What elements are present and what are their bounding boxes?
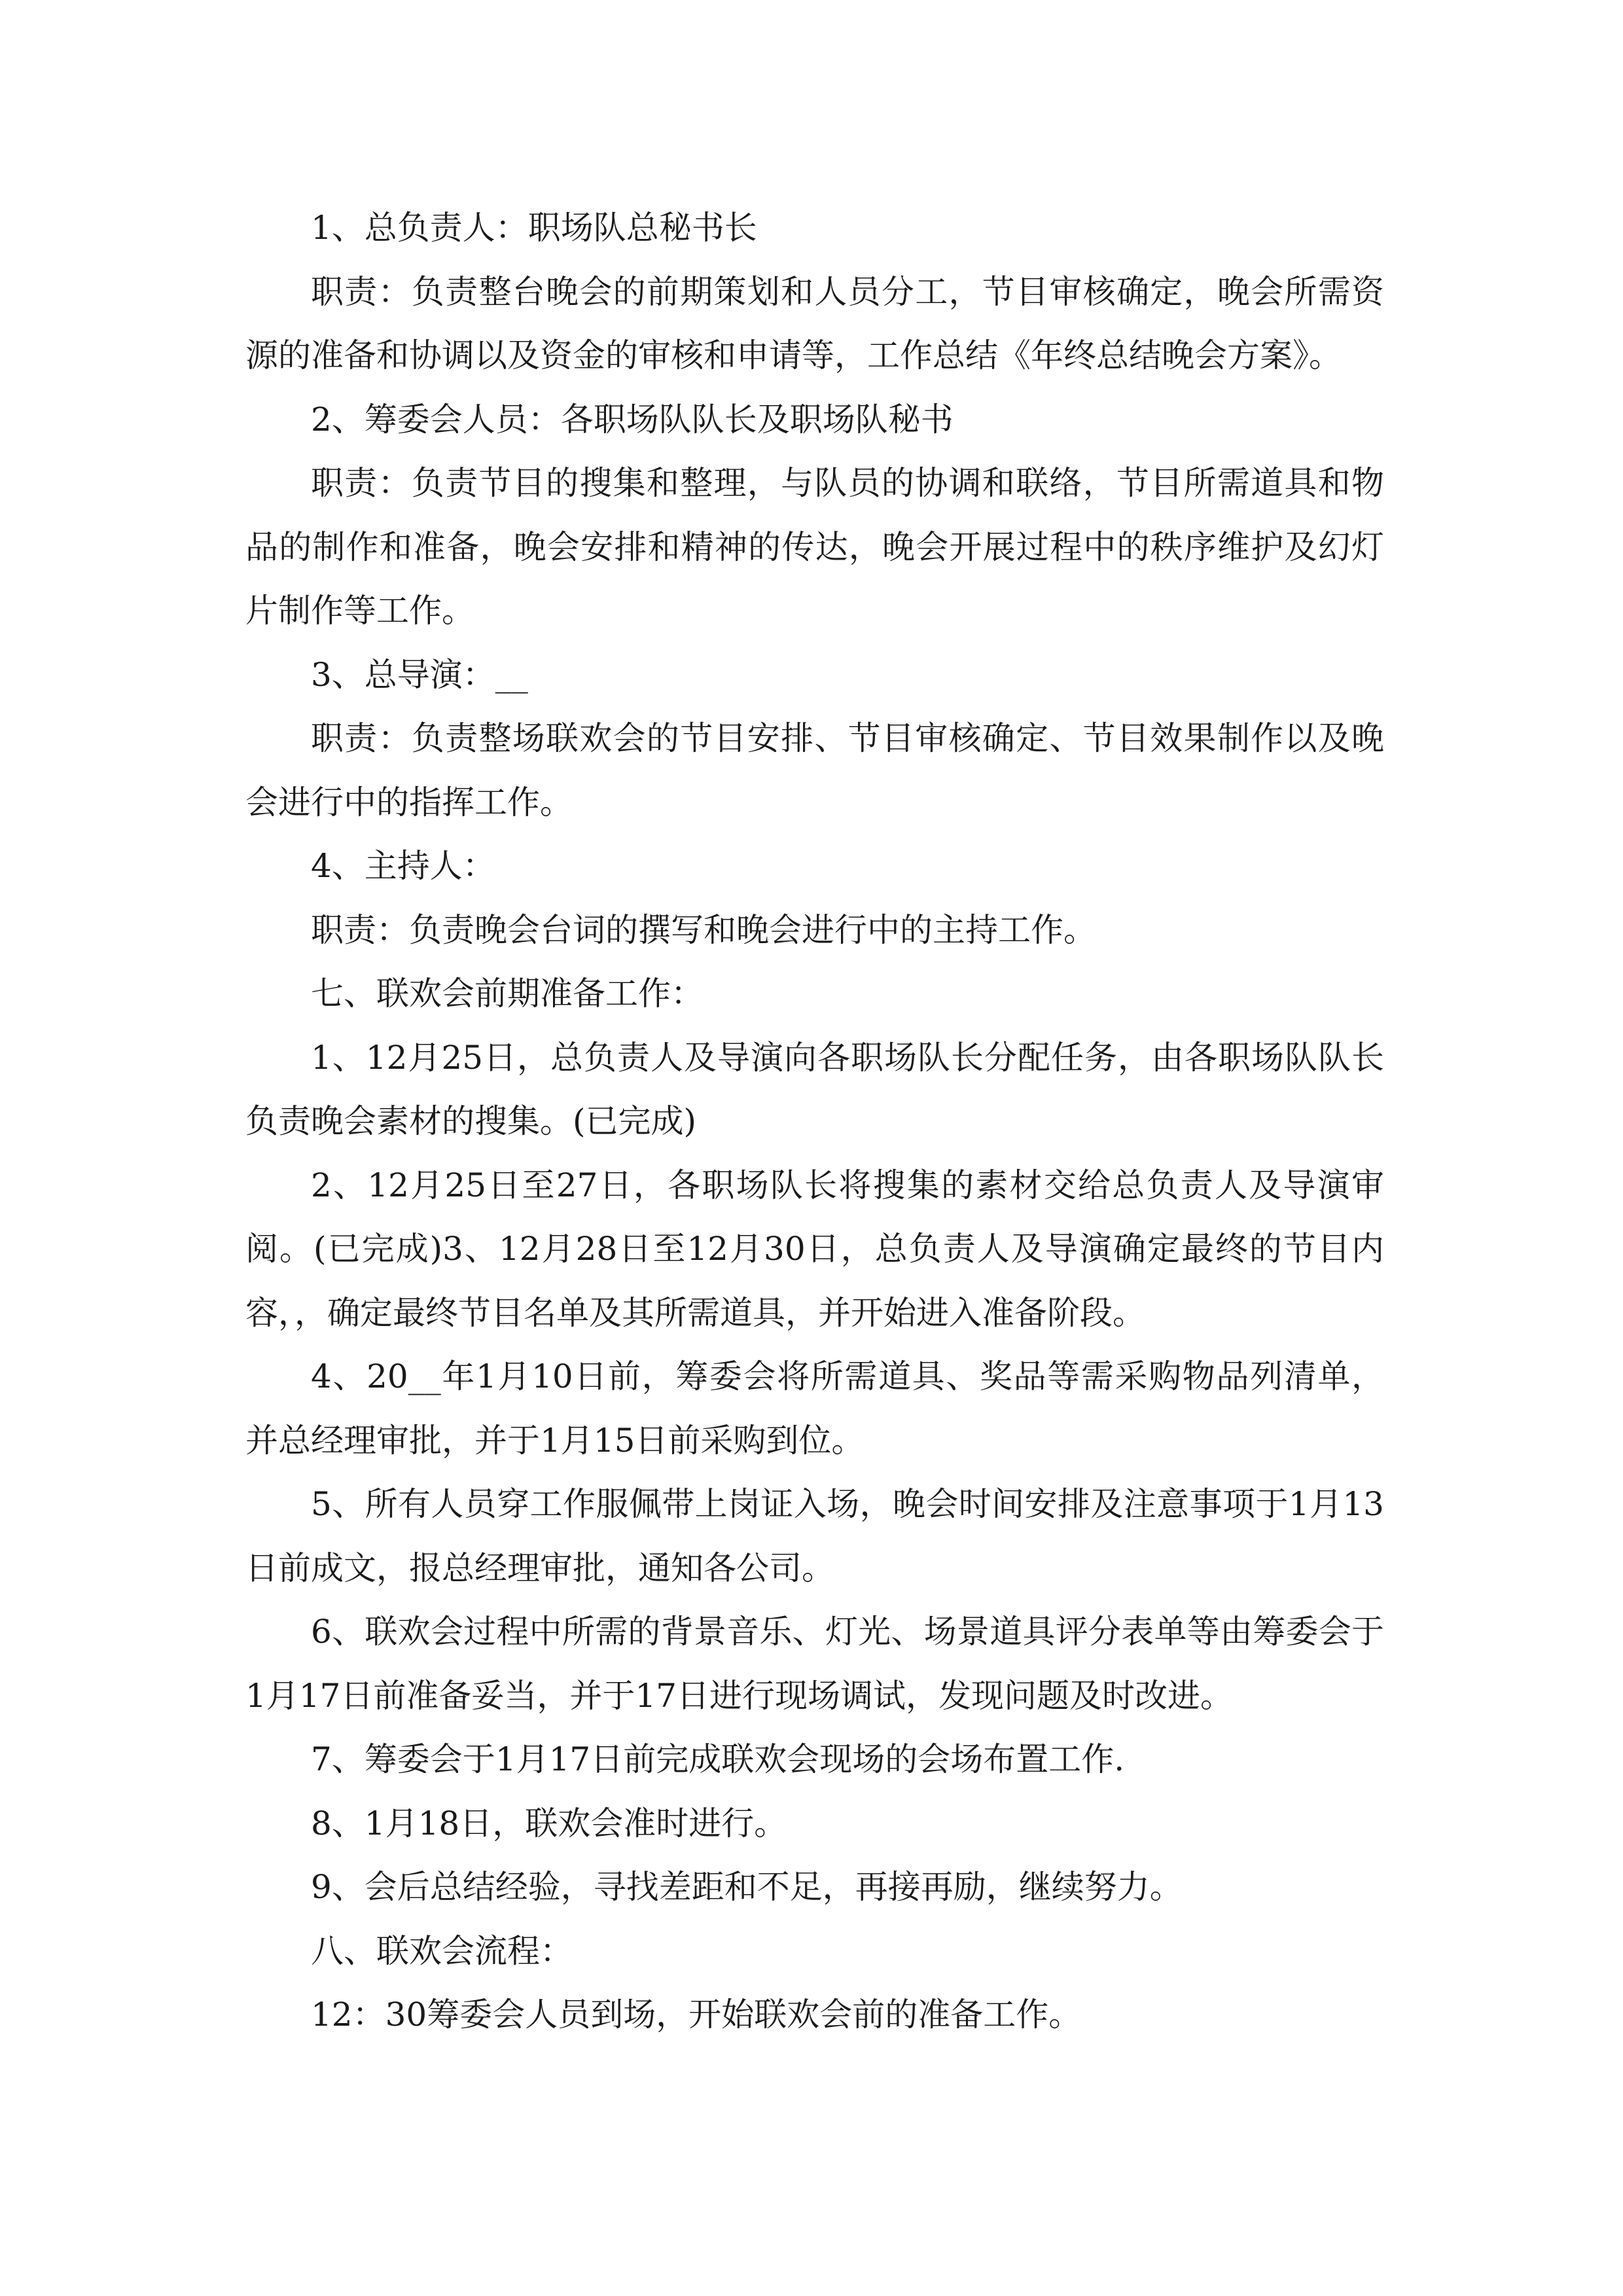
paragraph-prep-4: 4、20__年1月10日前，筹委会将所需道具、奖品等需采购物品列清单，并总经理审批，并于1月15日前采购到位。 [245, 1357, 1384, 1460]
section-heading-flow: 八、联欢会流程： [311, 1931, 573, 1970]
paragraph-committee-title: 2、筹委会人员：各职场队队长及职场队秘书 [311, 400, 954, 439]
paragraph-flow-1230: 12：30筹委会人员到场，开始联欢会前的准备工作。 [311, 1996, 1082, 2034]
paragraph-prep-6: 6、联欢会过程中所需的背景音乐、灯光、场景道具评分表单等由筹委会于1月17日前准备妥当，并于17日进行现场调试，发现问题及时改进。 [245, 1613, 1384, 1715]
paragraph-host-title: 4、主持人： [311, 847, 495, 885]
paragraph-prep-1: 1、12月25日，总负责人及导演向各职场队长分配任务，由各职场队队长负责晚会素材的搜集。(已完成) [245, 1038, 1384, 1140]
section-heading-preparation: 七、联欢会前期准备工作： [311, 975, 704, 1013]
paragraph-prep-9: 9、会后总结经验，寻找差距和不足，再接再励，继续努力。 [311, 1868, 1183, 1906]
document-body [245, 196, 1384, 2047]
paragraph-host-duties: 职责：负责晚会台词的撰写和晚会进行中的主持工作。 [311, 910, 1096, 949]
paragraph-director-duties: 职责：负责整场联欢会的节目安排、节目审核确定、节目效果制作以及晚会进行中的指挥工作。 [245, 719, 1384, 821]
paragraph-prep-2-3: 2、12月25日至27日，各职场队长将搜集的素材交给总负责人及导演审阅。(已完成)3、12月28日至12月30日，总负责人及导演确定最终的节目内容，，确定最终节目名单及其所需道具，并开始进入准备阶段。 [245, 1166, 1384, 1332]
paragraph-chief-duties: 职责：负责整台晚会的前期策划和人员分工，节目审核确定，晚会所需资源的准备和协调以及资金的审核和申请等，工作总结《年终总结晚会方案》。 [245, 272, 1384, 374]
paragraph-director-title: 3、总导演：__ [311, 655, 528, 694]
paragraph-prep-8: 8、1月18日，联欢会准时进行。 [311, 1804, 787, 1842]
paragraph-prep-5: 5、所有人员穿工作服佩带上岗证入场，晚会时间安排及注意事项于1月13日前成文，报总经理审批，通知各公司。 [245, 1485, 1384, 1587]
paragraph-prep-7: 7、筹委会于1月17日前完成联欢会现场的会场布置工作. [311, 1740, 1125, 1778]
paragraph-committee-duties: 职责：负责节目的搜集和整理，与队员的协调和联络，节目所需道具和物品的制作和准备，晚会安排和精神的传达，晚会开展过程中的秩序维护及幻灯片制作等工作。 [245, 464, 1384, 630]
paragraph-chief-title: 1、总负责人：职场队总秘书长 [311, 209, 757, 247]
